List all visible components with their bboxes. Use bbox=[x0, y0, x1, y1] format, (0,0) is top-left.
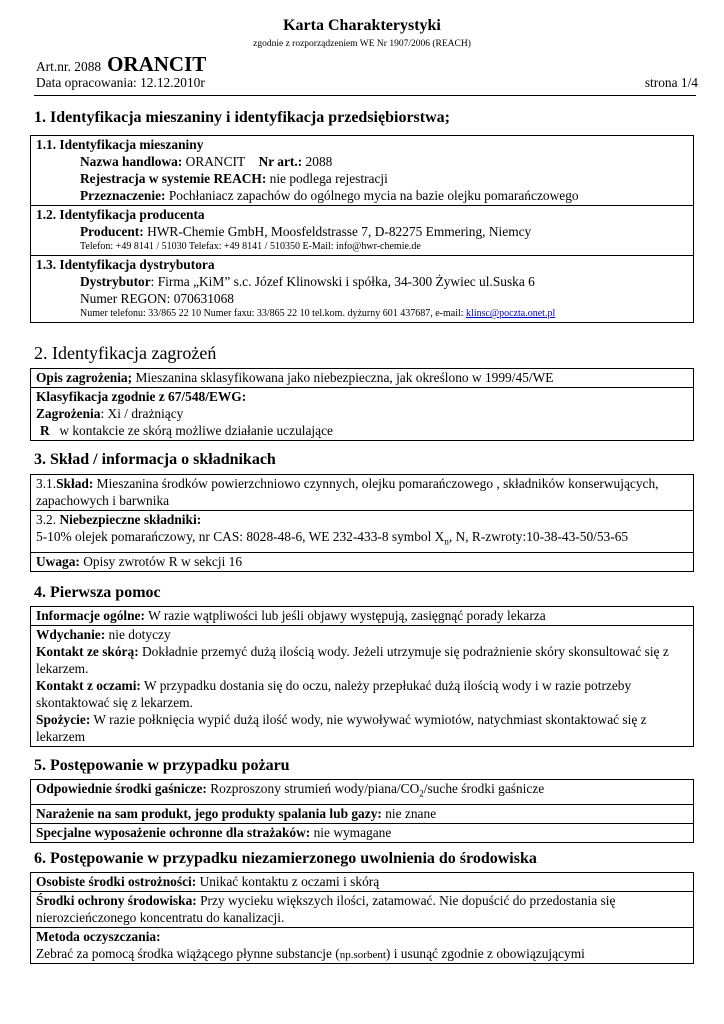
section-2-box bbox=[30, 368, 694, 441]
producer-contact: Telefon: +49 8141 / 51030 Telefax: +49 8141 / 510350 E-Mail: info@hwr-chemie.de bbox=[80, 241, 421, 252]
value: W razie połknięcia wypić dużą ilość wody, nie wywoływać wymiotów, natychmiast skontaktować się z lekarzem bbox=[36, 712, 647, 744]
r-phrase-line bbox=[36, 422, 689, 439]
contact-text: Numer telefonu: 33/865 22 10 Numer faxu: 33/865 22 10 tel.kom. dyżurny 601 437687, e-mail: bbox=[80, 308, 467, 319]
label: Kontakt ze skórą: bbox=[36, 644, 139, 659]
number: 3.1. bbox=[36, 476, 57, 491]
row-heading: 1.2. Identyfikacja producenta bbox=[36, 207, 205, 222]
section-5-title: 5. Postępowanie w przypadku pożaru bbox=[34, 757, 290, 774]
inhalation-line bbox=[36, 626, 689, 643]
section-3-title: 3. Skład / informacja o składnikach bbox=[34, 451, 276, 468]
section-5-box bbox=[30, 779, 694, 843]
personal-precautions-row bbox=[31, 873, 693, 891]
classification-heading: Klasyfikacja zgodnie z 67/548/EWG: bbox=[36, 389, 247, 404]
value: : Firma „KiM” s.c. Józef Klinowski i spółka, 34-300 Żywiec ul.Suska 6 bbox=[150, 274, 535, 289]
row-heading: 1.3. Identyfikacja dystrybutora bbox=[36, 257, 215, 272]
eye-contact-line bbox=[36, 677, 689, 711]
label: Uwaga: bbox=[36, 553, 80, 569]
classification-row bbox=[31, 387, 693, 440]
value: Unikać kontaktu z oczami i skórą bbox=[196, 874, 380, 889]
section-6-title: 6. Postępowanie w przypadku niezamierzonego uwolnienia do środowiska bbox=[34, 850, 537, 867]
section-1-box bbox=[30, 135, 694, 323]
hazardous-components-row bbox=[31, 510, 693, 552]
environmental-precautions-row bbox=[31, 891, 693, 927]
value: Dokładnie przemyć dużą ilością wody. Jeżeli utrzymuje się podrażnienie skóry skonsultować się z lekarzem. bbox=[36, 644, 669, 676]
label: Dystrybutor bbox=[80, 274, 151, 289]
value: Zebrać za pomocą środka wiążącego płynne substancje ( bbox=[36, 946, 340, 961]
extinguishing-media-row bbox=[31, 780, 693, 804]
hazards-line bbox=[36, 405, 689, 422]
value: 2088 bbox=[302, 154, 333, 169]
label: Spożycie: bbox=[36, 712, 91, 727]
value: W przypadku dostania się do oczu, należy przepłukać dużą ilością wody i w razie potrzeby skontaktować się z lekarzem. bbox=[36, 678, 632, 710]
page-number: strona 1/4 bbox=[644, 75, 698, 90]
label: Przeznaczenie: bbox=[80, 188, 166, 203]
value: HWR-Chemie GmbH, Moosfeldstrasse 7, D-82275 Emmering, Niemcy bbox=[143, 224, 532, 239]
document-subtitle: zgodnie z rozporządzeniem WE Nr 1907/2006 (REACH) bbox=[253, 39, 471, 49]
value-small: np.sorbent bbox=[339, 949, 386, 961]
value: Opisy zwrotów R w sekcji 16 bbox=[79, 553, 243, 569]
label: Wdychanie: bbox=[36, 627, 106, 642]
label: Odpowiednie środki gaśnicze: bbox=[36, 781, 207, 796]
note-row bbox=[31, 552, 693, 571]
section-1-title: 1. Identyfikacja mieszaniny i identyfikacja przedsiębiorstwa; bbox=[34, 109, 450, 126]
distributor-line bbox=[36, 273, 689, 290]
section-4-title: 4. Pierwsza pomoc bbox=[34, 584, 161, 601]
section-1-3-row bbox=[31, 255, 693, 322]
row-heading: 1.1. Identyfikacja mieszaniny bbox=[36, 137, 204, 152]
value: 5-10% olejek pomarańczowy, nr CAS: 8028-48-6, WE 232-433-8 symbol X bbox=[36, 529, 445, 544]
value: nie dotyczy bbox=[105, 627, 171, 642]
value: : Xi / drażniący bbox=[100, 406, 184, 421]
label: Specjalne wyposażenie ochronne dla strażaków: bbox=[36, 824, 311, 840]
component-line bbox=[36, 528, 689, 551]
exposure-hazard-row bbox=[31, 804, 693, 823]
value: Mieszanina sklasyfikowana jako niebezpieczna, jak określono w 1999/45/WE bbox=[132, 370, 554, 385]
value: w kontakcie ze skórą możliwe działanie uczulające bbox=[56, 423, 333, 438]
section-1-1-row bbox=[31, 136, 693, 205]
purpose-line bbox=[36, 187, 689, 204]
label: Nr art.: bbox=[258, 154, 303, 169]
product-name: ORANCIT bbox=[107, 52, 207, 76]
producer-line bbox=[36, 223, 689, 240]
general-info-row bbox=[31, 607, 693, 625]
cleanup-heading: Metoda oczyszczania: bbox=[36, 929, 161, 944]
section-6-box bbox=[30, 872, 694, 964]
ingestion-line bbox=[36, 711, 689, 745]
label: Nazwa handlowa: bbox=[80, 154, 183, 169]
reach-line bbox=[36, 170, 689, 187]
value: W razie wątpliwości lub jeśli objawy występują, zasięgnąć porady lekarza bbox=[144, 608, 546, 623]
label: Zagrożenia bbox=[36, 406, 101, 421]
article-number: Art.nr. 2088 bbox=[36, 59, 102, 74]
value: nie znane bbox=[381, 805, 437, 821]
label: Środki ochrony środowiska: bbox=[36, 893, 197, 908]
cleanup-line bbox=[36, 945, 689, 962]
firefighter-equipment-row bbox=[31, 823, 693, 842]
value: Mieszanina środków powierzchniowo czynnych, olejku pomarańczowego , składników konserwujących, zapachowych i barwnika bbox=[36, 476, 659, 508]
first-aid-row bbox=[31, 625, 693, 746]
distributor-contact bbox=[36, 307, 689, 321]
preparation-date: Data opracowania: 12.12.2010r bbox=[36, 75, 205, 90]
label: Narażenie na sam produkt, jego produkty spalania lub gazy: bbox=[36, 805, 382, 821]
value: , N, R-zwroty:10-38-43-50/53-65 bbox=[448, 529, 629, 544]
trade-name-line bbox=[36, 153, 689, 170]
value: ) i usunąć zgodnie z obowiązującymi bbox=[385, 946, 585, 961]
cleanup-method-row bbox=[31, 927, 693, 963]
value: nie podlega rejestracji bbox=[266, 171, 388, 186]
section-1-2-row bbox=[31, 205, 693, 255]
label: Rejestracja w systemie REACH: bbox=[80, 171, 267, 186]
number: 3.2. bbox=[36, 512, 60, 527]
value: Rozproszony strumień wody/piana/CO bbox=[206, 781, 420, 796]
label: Skład: bbox=[56, 476, 94, 491]
value: Przy wycieku większych ilości, zatamować. Nie dopuścić do przedostania się nierozcieńczonego koncentratu do kanalizacji. bbox=[36, 893, 616, 925]
label: Osobiste środki ostrożności: bbox=[36, 874, 197, 889]
value: nie wymagane bbox=[310, 824, 392, 840]
subscript: n bbox=[444, 536, 449, 547]
section-2-title: 2. Identyfikacja zagrożeń bbox=[34, 343, 217, 363]
value: ORANCIT bbox=[182, 154, 246, 169]
hazard-description-row bbox=[31, 369, 693, 387]
subscript: 2 bbox=[419, 788, 424, 799]
label: Opis zagrożenia; bbox=[36, 370, 133, 385]
section-3-box bbox=[30, 474, 694, 572]
label: R bbox=[40, 423, 50, 438]
value: Pochłaniacz zapachów do ogólnego mycia na bazie olejku pomarańczowego bbox=[165, 188, 579, 203]
date-line bbox=[36, 74, 698, 92]
regon-line: Numer REGON: 070631068 bbox=[80, 291, 234, 306]
skin-contact-line bbox=[36, 643, 689, 677]
label: Kontakt z oczami: bbox=[36, 678, 141, 693]
value: /suche środki gaśnicze bbox=[423, 781, 545, 796]
composition-row bbox=[31, 475, 693, 510]
label: Informacje ogólne: bbox=[36, 608, 145, 623]
email-link[interactable]: klinsc@poczta.onet.pl bbox=[466, 308, 556, 319]
section-4-box bbox=[30, 606, 694, 747]
label: Producent: bbox=[80, 224, 144, 239]
document-title: Karta Charakterystyki bbox=[283, 17, 441, 34]
header-divider bbox=[34, 95, 696, 96]
label: Niebezpieczne składniki: bbox=[59, 512, 202, 527]
